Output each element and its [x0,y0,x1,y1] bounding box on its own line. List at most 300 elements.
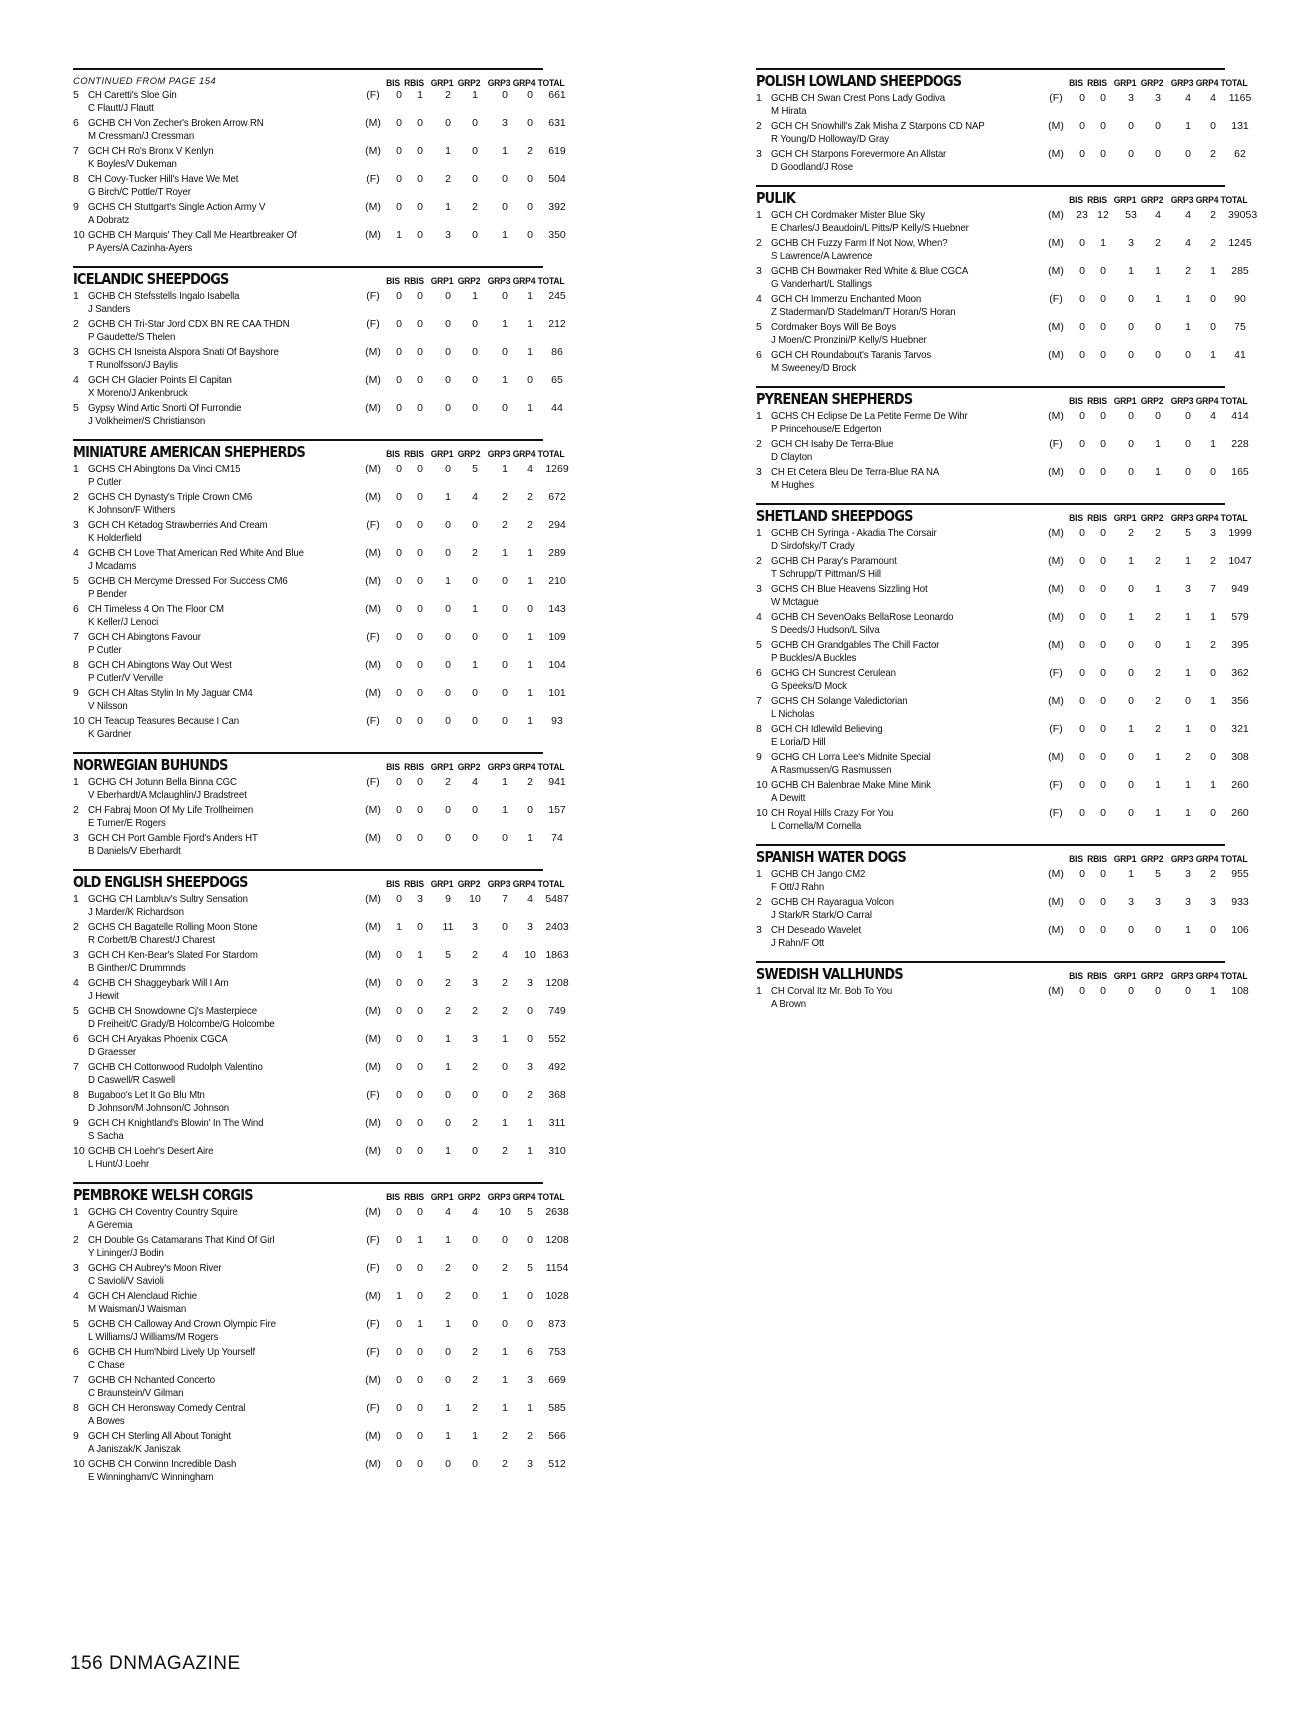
stat-grp1: 0 [445,290,451,302]
stat-grp2: 0 [472,117,478,129]
column-header-rbis: RBIS [404,762,424,773]
dog-name: GCHS CH Dynasty's Triple Crown CM6 [88,491,253,503]
sex-label: (F) [366,89,380,101]
stat-grp1: 0 [445,603,451,615]
column-header-grp3: GRP3 [487,879,511,890]
rank-number: 3 [756,466,762,478]
dog-name: GCHB CH Cottonwood Rudolph Valentino [88,1061,263,1073]
column-header-grp1: GRP1 [430,449,454,460]
rank-number: 7 [756,695,762,707]
dog-name: GCHG CH Lambluv's Sultry Sensation [88,893,248,905]
stat-grp2: 0 [472,1089,478,1101]
column-header-rbis: RBIS [404,449,424,460]
stat-grp3: 0 [502,89,508,101]
owner-names: D Freiheit/C Grady/B Holcombe/G Holcombe [88,1018,275,1030]
rank-number: 5 [73,89,79,101]
owner-names: K Boyles/V Dukeman [88,158,177,170]
stat-grp1: 1 [1128,265,1134,277]
stat-bis: 0 [396,804,402,816]
sex-label: (M) [365,1374,381,1386]
stat-bis: 0 [1079,695,1085,707]
sex-label: (M) [365,659,381,671]
stat-rbis: 0 [417,1374,423,1386]
stat-grp4: 0 [1210,723,1216,735]
stat-grp4: 1 [527,290,533,302]
stat-grp4: 1 [1210,611,1216,623]
column-header-rbis: RBIS [1087,854,1107,865]
rank-number: 9 [73,687,79,699]
sex-label: (F) [366,1234,380,1246]
dog-name: GCH CH Glacier Points El Capitan [88,374,232,386]
stat-grp1: 1 [445,1145,451,1157]
stat-grp2: 5 [472,463,478,475]
owner-names: A Bowes [88,1415,125,1427]
stat-total: 753 [548,1346,566,1358]
stat-grp1: 2 [445,1262,451,1274]
stat-total: 1863 [545,949,569,961]
column-header-grp2: GRP2 [1140,78,1164,89]
dog-name: GCH CH Abingtons Favour [88,631,201,643]
stat-grp2: 0 [1155,985,1161,997]
stat-total: 749 [548,1005,566,1017]
owner-names: J Moen/C Pronzini/P Kelly/S Huebner [771,334,927,346]
stat-grp3: 0 [1185,349,1191,361]
stat-grp1: 0 [1128,438,1134,450]
stat-grp3: 4 [502,949,508,961]
owner-names: J Volkheimer/S Christianson [88,415,206,427]
stat-bis: 0 [396,893,402,905]
breed-header [73,439,565,462]
breed-header [73,752,565,775]
stat-grp3: 0 [1185,438,1191,450]
stat-grp4: 0 [527,89,533,101]
left-column [73,68,569,1495]
stat-grp1: 1 [445,1234,451,1246]
stat-rbis: 0 [417,1005,423,1017]
rank-number: 2 [756,120,762,132]
column-header-grp4: GRP4 [512,762,536,773]
stat-grp1: 0 [445,832,451,844]
owner-names: G Vanderhart/L Stallings [771,278,872,290]
dog-name: CH Corval Itz Mr. Bob To You [771,985,893,997]
column-header-grp1: GRP1 [430,879,454,890]
breed-section [756,961,1249,1012]
stat-bis: 0 [1079,583,1085,595]
stat-grp1: 0 [445,804,451,816]
dog-name: GCH CH Knightland's Blowin' In The Wind [88,1117,264,1129]
stat-total: 362 [1231,667,1249,679]
stat-total: 74 [551,832,563,844]
stat-bis: 1 [396,921,402,933]
stat-grp2: 0 [472,1262,478,1274]
stat-grp3: 3 [1185,583,1191,595]
stat-grp3: 7 [502,893,508,905]
stat-grp2: 0 [1155,120,1161,132]
stat-rbis: 0 [417,1089,423,1101]
stat-grp2: 4 [1155,209,1161,221]
owner-names: G Birch/C Pottle/T Royer [88,186,191,198]
stat-bis: 0 [1079,555,1085,567]
owner-names: K Holderfield [88,532,142,544]
sex-label: (M) [365,229,381,241]
stat-grp1: 2 [445,1005,451,1017]
stat-grp3: 1 [1185,779,1191,791]
owner-names: K Keller/J Lenoci [88,616,159,628]
sex-label: (M) [1048,349,1064,361]
rank-number: 8 [73,659,79,671]
sex-label: (M) [365,949,381,961]
rank-number: 1 [73,776,79,788]
stat-total: 1245 [1228,237,1252,249]
breed-title: PEMBROKE WELSH CORGIS [73,1186,253,1204]
stat-total: 62 [1234,148,1246,160]
stat-grp2: 1 [1155,779,1161,791]
rank-number: 10 [73,715,85,727]
stat-grp1: 0 [445,402,451,414]
column-header-total: TOTAL [537,1192,565,1203]
stat-grp2: 1 [1155,466,1161,478]
stat-grp4: 1 [1210,779,1216,791]
stat-total: 75 [1234,321,1246,333]
stat-grp3: 1 [1185,611,1191,623]
stat-bis: 0 [1079,807,1085,819]
stat-grp4: 3 [527,1374,533,1386]
stat-grp4: 3 [527,1458,533,1470]
stat-grp2: 1 [472,1430,478,1442]
sex-label: (M) [365,117,381,129]
table-row [73,630,566,658]
rank-number: 1 [73,1206,79,1218]
stat-grp4: 0 [1210,321,1216,333]
column-header-total: TOTAL [537,78,565,89]
column-header-bis: BIS [386,879,400,890]
dog-name: GCHG CH Lorra Lee's Midnite Special [771,751,931,763]
rank-number: 6 [73,1033,79,1045]
stat-grp3: 3 [502,117,508,129]
stat-total: 308 [1231,751,1249,763]
stat-total: 392 [548,201,566,213]
sex-label: (M) [365,491,381,503]
stat-rbis: 0 [417,715,423,727]
owner-names: K Johnson/F Withers [88,504,176,516]
stat-grp4: 0 [527,603,533,615]
sex-label: (M) [365,1033,381,1045]
stat-grp3: 0 [502,659,508,671]
stat-grp4: 3 [1210,896,1216,908]
sex-label: (M) [365,463,381,475]
stat-grp1: 0 [445,1458,451,1470]
rank-number: 2 [756,555,762,567]
stat-bis: 0 [396,1005,402,1017]
stat-total: 672 [548,491,566,503]
stat-rbis: 0 [417,1458,423,1470]
rank-number: 2 [73,491,79,503]
sex-label: (M) [1048,410,1064,422]
sex-label: (F) [366,173,380,185]
stat-bis: 0 [396,1117,402,1129]
breed-title: NORWEGIAN BUHUNDS [73,756,228,774]
stat-grp1: 0 [1128,466,1134,478]
rank-number: 1 [756,868,762,880]
dog-name: GCH CH Ken-Bear's Slated For Stardom [88,949,258,961]
owner-names: J Sanders [88,303,131,315]
dog-name: Cordmaker Boys Will Be Boys [771,321,897,333]
column-header-total: TOTAL [537,276,565,287]
stat-grp2: 0 [472,1458,478,1470]
stat-rbis: 0 [1100,667,1106,679]
stat-grp3: 2 [502,491,508,503]
stat-bis: 23 [1076,209,1088,221]
sex-label: (F) [1049,438,1063,450]
stat-grp3: 2 [502,1458,508,1470]
table-row [73,228,566,256]
column-header-grp4: GRP4 [1195,971,1219,982]
stat-grp4: 2 [527,1430,533,1442]
sex-label: (F) [1049,667,1063,679]
stat-grp1: 1 [445,575,451,587]
stat-bis: 0 [396,659,402,671]
stat-grp4: 6 [527,1346,533,1358]
stat-grp1: 0 [1128,924,1134,936]
sex-label: (F) [366,519,380,531]
stat-grp2: 2 [472,1117,478,1129]
stat-grp1: 1 [445,1402,451,1414]
stat-grp1: 0 [445,374,451,386]
table-row [73,401,563,429]
stat-grp3: 4 [1185,92,1191,104]
dog-name: GCHG CH Jotunn Bella Binna CGC [88,776,237,788]
owner-names: P Buckles/A Buckles [771,652,857,664]
stat-bis: 0 [1079,349,1085,361]
table-row [756,119,1249,147]
stat-rbis: 0 [417,1262,423,1274]
stat-bis: 0 [1079,751,1085,763]
stat-total: 619 [548,145,566,157]
stat-rbis: 0 [1100,321,1106,333]
dog-name: GCHB CH Stefsstells Ingalo Isabella [88,290,240,302]
stat-grp1: 0 [1128,148,1134,160]
rank-number: 3 [73,1262,79,1274]
stat-grp1: 0 [445,1089,451,1101]
owner-names: M Waisman/J Waisman [88,1303,187,1315]
rank-number: 4 [73,1290,79,1302]
owner-names: L Cornella/M Cornella [771,820,862,832]
owner-names: J Hewit [88,990,119,1002]
stat-bis: 1 [396,1290,402,1302]
stat-grp4: 0 [527,1234,533,1246]
dog-name: CH Royal Hills Crazy For You [771,807,894,819]
sex-label: (M) [365,402,381,414]
stat-grp2: 1 [1155,807,1161,819]
table-row [756,236,1252,264]
table-row [73,1032,566,1060]
owner-names: L Williams/J Williams/M Rogers [88,1331,219,1343]
stat-grp3: 0 [1185,148,1191,160]
owner-names: B Daniels/V Eberhardt [88,845,181,857]
stat-grp4: 0 [527,374,533,386]
stat-grp4: 2 [1210,868,1216,880]
column-header-grp3: GRP3 [487,1192,511,1203]
owner-names: Z Staderman/D Stadelman/T Horan/S Horan [771,306,956,318]
table-row [756,694,1249,722]
breed-header [756,961,1248,984]
stat-grp3: 1 [1185,723,1191,735]
stat-grp2: 3 [1155,92,1161,104]
table-row [73,172,566,200]
table-row [73,1205,569,1233]
stat-grp4: 1 [527,687,533,699]
stat-rbis: 0 [1100,779,1106,791]
stat-grp3: 2 [502,1005,508,1017]
breed-title: SHETLAND SHEEPDOGS [756,507,913,525]
right-sections [756,68,1258,1012]
table-row [756,778,1249,806]
sex-label: (F) [366,318,380,330]
rank-number: 1 [756,985,762,997]
stat-grp4: 0 [527,229,533,241]
sex-label: (F) [366,1402,380,1414]
stat-total: 552 [548,1033,566,1045]
stat-grp2: 2 [1155,555,1161,567]
stat-grp2: 3 [472,977,478,989]
stat-total: 395 [1231,639,1249,651]
stat-grp1: 0 [445,519,451,531]
stat-grp4: 2 [527,1089,533,1101]
dog-name: GCH CH Roundabout's Taranis Tarvos [771,349,932,361]
rank-number: 7 [73,1061,79,1073]
rank-number: 6 [73,1346,79,1358]
left-sections [73,266,569,1485]
stat-total: 492 [548,1061,566,1073]
stat-rbis: 0 [1100,410,1106,422]
stat-rbis: 0 [1100,611,1106,623]
stat-grp1: 0 [445,659,451,671]
stat-grp3: 0 [502,921,508,933]
stat-rbis: 0 [1100,868,1106,880]
table-row [73,1144,566,1172]
sex-label: (F) [366,290,380,302]
dog-name: GCH CH Snowhill's Zak Misha Z Starpons CD NAP [771,120,985,132]
column-header-grp4: GRP4 [1195,78,1219,89]
breed-title: OLD ENGLISH SHEEPDOGS [73,873,248,891]
stat-bis: 0 [396,1430,402,1442]
breed-section [756,386,1249,493]
stat-rbis: 0 [1100,896,1106,908]
stat-grp2: 2 [1155,527,1161,539]
table-row [756,147,1246,175]
rank-number: 3 [73,519,79,531]
column-header-bis: BIS [1069,78,1083,89]
column-header-grp3: GRP3 [487,449,511,460]
column-header-grp3: GRP3 [487,276,511,287]
stat-bis: 0 [1079,639,1085,651]
owner-names: L Hunt/J Loehr [88,1158,150,1170]
stat-grp1: 1 [1128,868,1134,880]
stat-total: 1208 [545,977,569,989]
column-header-grp2: GRP2 [1140,854,1164,865]
column-header-grp3: GRP3 [487,762,511,773]
stat-rbis: 0 [417,804,423,816]
stat-bis: 0 [396,1346,402,1358]
column-header-grp2: GRP2 [1140,971,1164,982]
owner-names: L Nicholas [771,708,815,720]
stat-grp2: 0 [472,804,478,816]
stat-grp4: 1 [1210,695,1216,707]
stat-grp4: 2 [1210,148,1216,160]
rank-number: 6 [756,349,762,361]
sex-label: (F) [1049,92,1063,104]
dog-name: CH Timeless 4 On The Floor CM [88,603,224,615]
stat-total: 2638 [545,1206,569,1218]
table-row [756,638,1249,666]
rank-number: 1 [756,527,762,539]
owner-names: D Caswell/R Caswell [88,1074,176,1086]
sex-label: (M) [1048,265,1064,277]
stat-total: 101 [548,687,566,699]
dog-name: CH Double Gs Catamarans That Kind Of Girl [88,1234,275,1246]
column-header-grp2: GRP2 [1140,396,1164,407]
table-row [756,526,1252,554]
stat-total: 90 [1234,293,1246,305]
stat-grp4: 2 [1210,237,1216,249]
stat-grp3: 1 [502,804,508,816]
stat-total: 210 [548,575,566,587]
stat-total: 1999 [1228,527,1252,539]
stat-grp3: 1 [502,463,508,475]
stat-grp3: 0 [1185,695,1191,707]
column-header-grp1: GRP1 [1113,78,1137,89]
stat-grp2: 0 [1155,410,1161,422]
rank-number: 1 [756,410,762,422]
dog-name: GCH CH Isaby De Terra-Blue [771,438,894,450]
stat-grp3: 0 [502,575,508,587]
stat-total: 579 [1231,611,1249,623]
stat-grp2: 4 [472,776,478,788]
column-header-grp4: GRP4 [1195,195,1219,206]
sex-label: (M) [365,921,381,933]
stat-grp3: 0 [502,1318,508,1330]
stat-bis: 0 [396,776,402,788]
stat-grp1: 0 [445,631,451,643]
stat-total: 585 [548,1402,566,1414]
table-row [756,437,1249,465]
table-row [756,554,1252,582]
page-footer: 156 DNMAGAZINE [70,1653,241,1674]
stat-bis: 0 [396,346,402,358]
breed-section [756,68,1252,175]
stat-grp4: 1 [527,1117,533,1129]
column-header-grp3: GRP3 [1170,971,1194,982]
stat-grp3: 1 [1185,639,1191,651]
owner-names: T Runolfsson/J Baylis [88,359,178,371]
stat-grp3: 1 [502,776,508,788]
breed-header [756,503,1248,526]
owner-names: P Cutler/V Verville [88,672,164,684]
sex-label: (M) [365,346,381,358]
table-row [756,923,1249,951]
breed-title: PYRENEAN SHEPHERDS [756,390,913,408]
dog-name: Gypsy Wind Artic Snorti Of Furrondie [88,402,242,414]
sex-label: (M) [365,1145,381,1157]
dog-name: CH Et Cetera Bleu De Terra-Blue RA NA [771,466,940,478]
owner-names: S Sacha [88,1130,124,1142]
stat-grp2: 2 [472,1346,478,1358]
stat-total: 949 [1231,583,1249,595]
rank-number: 2 [73,1234,79,1246]
table-row [756,867,1249,895]
stat-grp4: 0 [527,1290,533,1302]
dog-name: GCHB CH Loehr's Desert Aire [88,1145,214,1157]
